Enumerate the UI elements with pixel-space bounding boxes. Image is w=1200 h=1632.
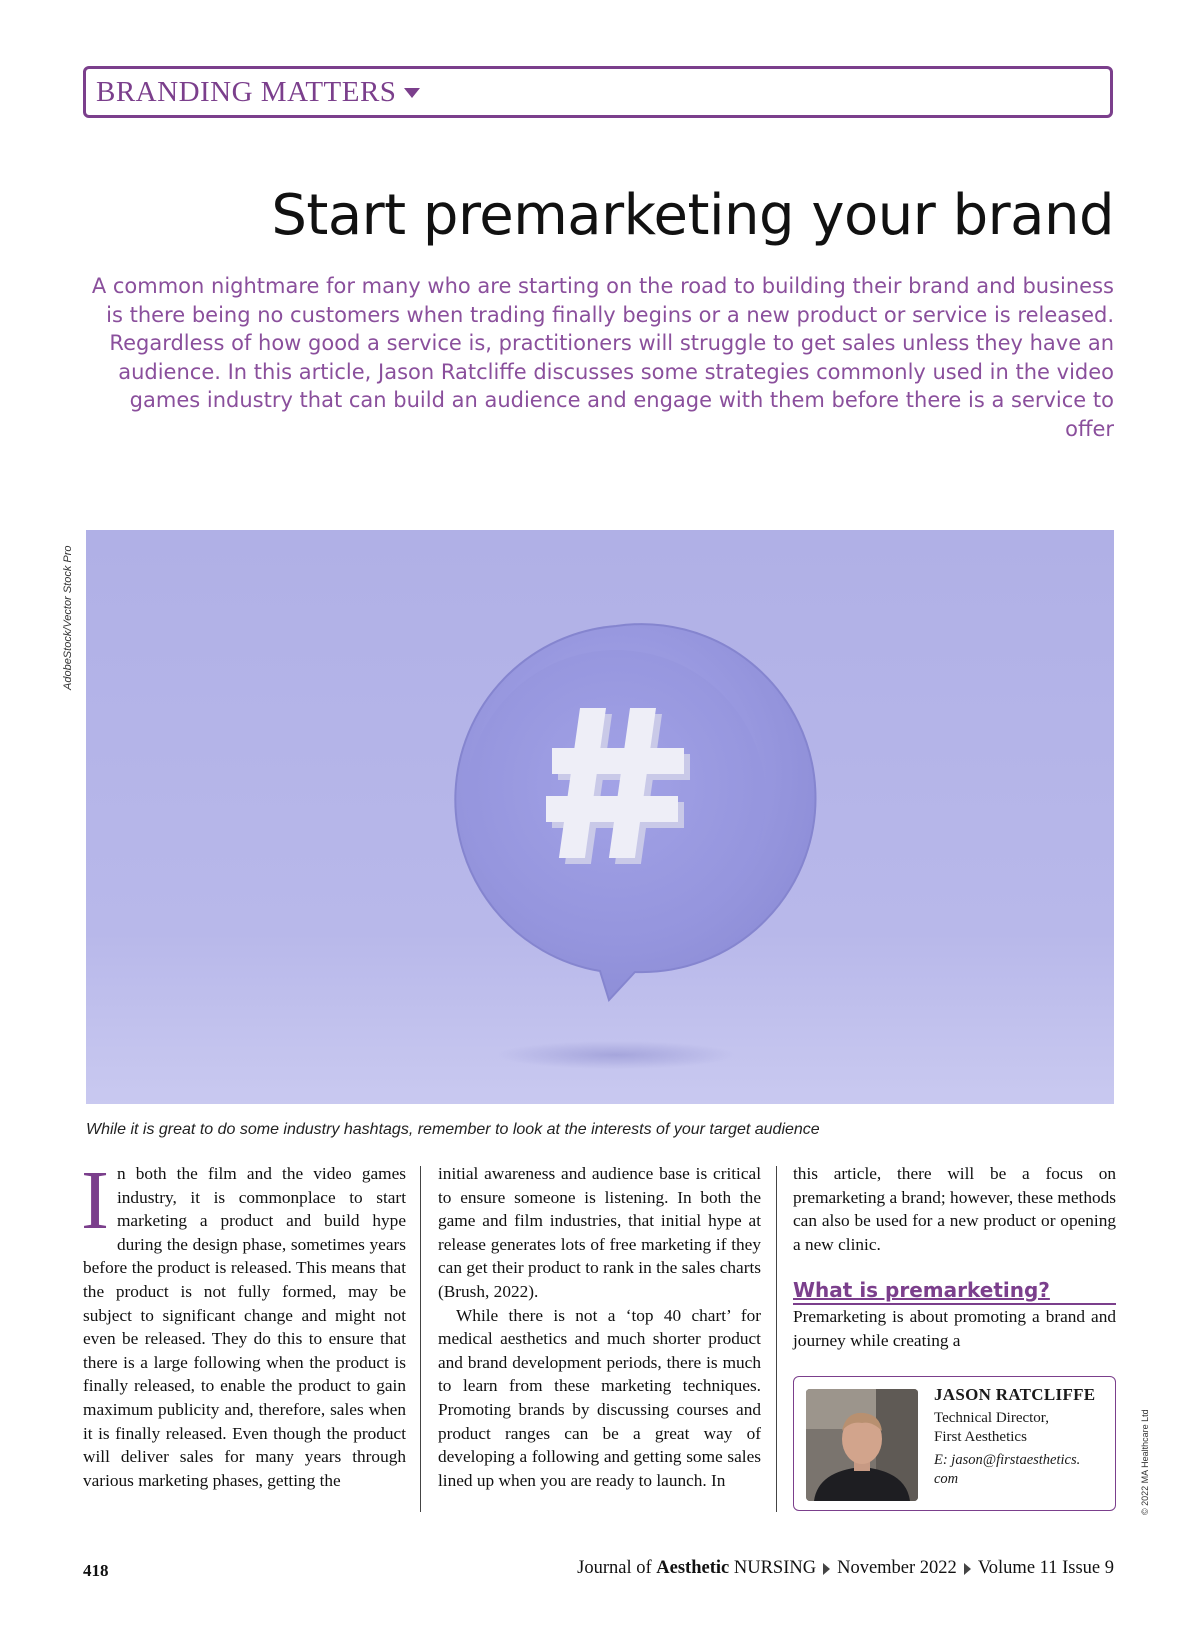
image-credit: AdobeStock/Vector Stock Pro	[62, 545, 74, 690]
author-role	[934, 1409, 1109, 1447]
journal-name-bold: Aesthetic	[656, 1558, 730, 1578]
triangle-right-icon	[823, 1563, 830, 1575]
triangle-down-icon	[404, 88, 420, 98]
column-3	[793, 1162, 1116, 1353]
author-organisation: First Aesthetics	[934, 1429, 1027, 1445]
column-divider	[776, 1166, 777, 1512]
section-label: BRANDING MATTERS	[96, 75, 397, 108]
journal-name	[577, 1558, 816, 1579]
avatar	[806, 1389, 918, 1501]
hero-image	[86, 530, 1114, 1104]
author-name: JASON RATCLIFFE	[934, 1385, 1096, 1404]
subheading: What is premarketing?	[793, 1278, 1116, 1305]
author-photo	[806, 1389, 918, 1501]
author-box	[793, 1376, 1116, 1511]
page-number: 418	[83, 1561, 109, 1580]
author-email-line[interactable]: E: jason@firstaesthetics.	[934, 1452, 1081, 1468]
author-email[interactable]	[934, 1451, 1109, 1489]
body-text: initial awareness and audience base is critical to ensure someone is listening. In both the game and film industries, that initial hype at release generates lots of free marketing if they can get their product to rank in the sales charts (Brush, 2022).	[438, 1164, 761, 1301]
section-header	[83, 66, 1113, 118]
journal-name-suffix: NURSING	[729, 1558, 817, 1578]
volume-issue: Volume 11 Issue 9	[977, 1558, 1114, 1578]
body-text: While there is not a ‘top 40 chart’ for medical aesthetics and much shorter product and brand development periods, there is much to learn from these marketing techniques. Promoting brands by discussing courses and product ranges can be a great way of developing a following and getting some sales lined up when you are ready to launch. In	[438, 1305, 761, 1490]
column-1	[81, 1154, 406, 1492]
column-divider	[420, 1166, 421, 1512]
author-role-line: Technical Director,	[934, 1410, 1049, 1426]
image-caption: While it is great to do some industry hashtags, remember to look at the interests of your target audience	[86, 1121, 820, 1138]
column-2	[438, 1162, 761, 1492]
article-title: Start premarketing your brand	[271, 183, 1114, 248]
author-info	[934, 1385, 1109, 1489]
body-text: Premarketing is about promoting a brand and journey while creating a	[793, 1307, 1116, 1350]
hashtag-speech-bubble-icon	[86, 530, 1114, 1104]
triangle-right-icon	[964, 1563, 971, 1575]
drop-cap: I	[81, 1154, 109, 1247]
journal-name-prefix: Journal of	[577, 1558, 657, 1578]
body-text: n both the film and the video games industry, it is commonplace to start marketing a product and build hype during the design phase, sometimes years before the product is released. This means that the product is not fully formed, may be subject to significant change and might not even be released. They do this to ensure that there is a large following when the product is finally released, to enable the product to gain maximum publicity and, therefore, sales when it is finally released. Even though the product will deliver sales for many years through various marketing phases, getting the	[83, 1164, 406, 1490]
body-text: this article, there will be a focus on premarketing a brand; however, these methods can also be used for a new product or opening a new clinic.	[793, 1164, 1116, 1254]
copyright-notice: © 2022 MA Healthcare Ltd	[1140, 1409, 1150, 1515]
issue-date: November 2022	[837, 1558, 957, 1578]
article-standfirst: A common nightmare for many who are starting on the road to building their brand and business is there being no customers when trading finally begins or a new product or service is released. Regardless of how good a service is, practitioners will struggle to get sales unless they have an audience. In this article, Jason Ratcliffe discusses some strategies commonly used in the video games industry that can build an audience and engage with them before there is a service to offer	[91, 274, 1114, 441]
author-email-line[interactable]: com	[934, 1471, 959, 1487]
journal-footer	[577, 1558, 1114, 1579]
